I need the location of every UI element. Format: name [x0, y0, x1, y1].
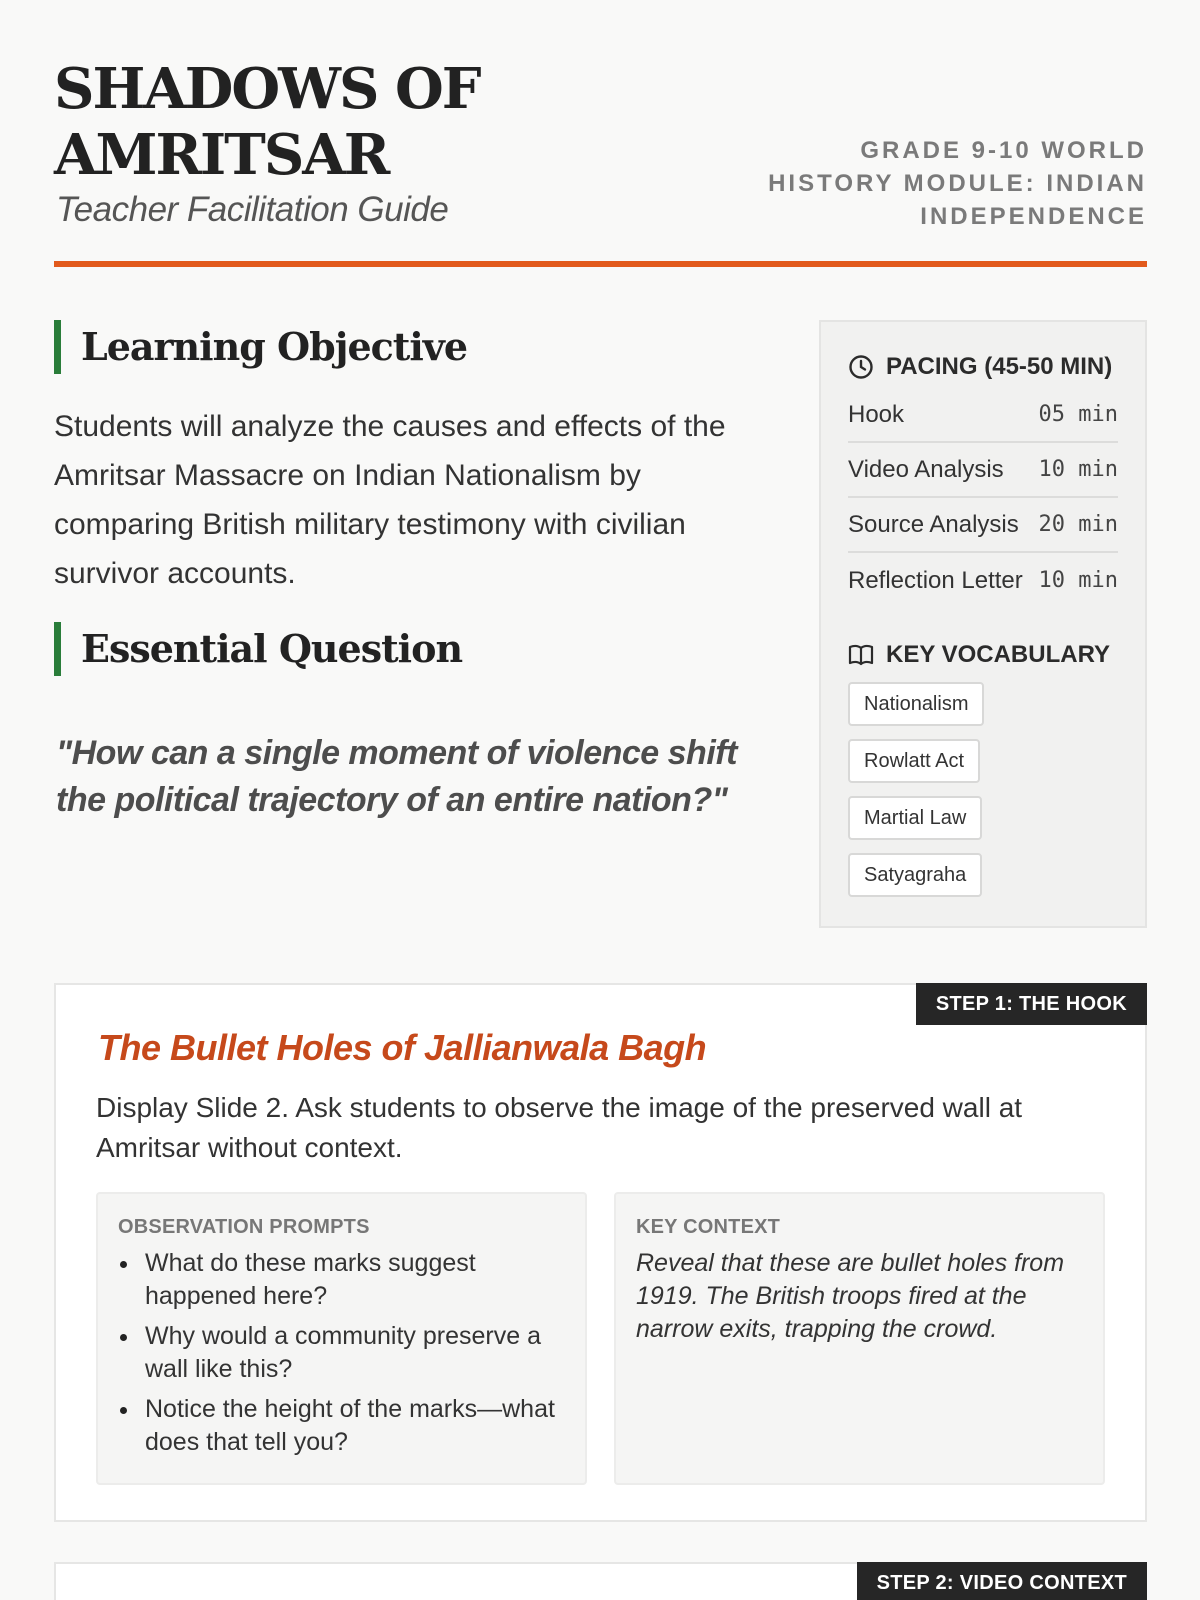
pacing-row [848, 553, 1118, 608]
step-description: Display Slide 2. Ask students to observe the image of the preserved wall at Amritsar without context. [96, 1092, 1023, 1163]
prompt-list [118, 1247, 565, 1459]
pacing-row [848, 443, 1118, 498]
pacing-vocab-sidebar [819, 320, 1147, 928]
key-context-heading: KEY CONTEXT [636, 1216, 781, 1238]
observation-prompts-heading: OBSERVATION PROMPTS [118, 1216, 370, 1238]
key-context-text: Reveal that these are bullet holes from 1919. The British troops fired at the narrow exits, trapping the crowd. [636, 1249, 1065, 1343]
pacing-heading-label: PACING (45-50 MIN) [886, 353, 1113, 380]
essential-question-heading: Essential Question [54, 622, 462, 676]
page-title: SHADOWS OF AMRITSAR [54, 56, 480, 188]
pacing-row [848, 498, 1118, 553]
vocabulary-heading-label: KEY VOCABULARY [886, 641, 1111, 668]
pacing-time: 10 min [1038, 457, 1118, 482]
vocab-tag: Satyagraha [848, 853, 982, 897]
pacing-label: Video Analysis [848, 455, 1004, 483]
grade-module-label: GRADE 9-10 WORLD HISTORY MODULE: INDIAN INDEPENDENCE [768, 137, 1147, 230]
clock-icon [848, 354, 874, 380]
step-1-card [54, 983, 1147, 1522]
step-badge: STEP 2: VIDEO CONTEXT [857, 1562, 1147, 1600]
step-title: The Bullet Holes of Jallianwala Bagh [98, 1027, 707, 1068]
key-context-box [614, 1192, 1105, 1485]
learning-objective-heading: Learning Objective [54, 320, 467, 374]
pacing-label: Hook [848, 400, 905, 428]
pacing-heading [848, 350, 1118, 384]
vocab-tag: Martial Law [848, 796, 982, 840]
pacing-time: 05 min [1038, 402, 1118, 427]
pacing-time: 10 min [1038, 568, 1118, 593]
pacing-time: 20 min [1038, 512, 1118, 537]
list-item: What do these marks suggest happened here? [118, 1247, 565, 1313]
guide-page [54, 0, 1147, 1594]
pacing-list [848, 388, 1118, 608]
pacing-label: Source Analysis [848, 510, 1019, 538]
pacing-row [848, 388, 1118, 443]
essential-question-text: "How can a single moment of violence shift the political trajectory of an entire nation?" [56, 734, 737, 819]
observation-prompts-box [96, 1192, 587, 1485]
vocabulary-heading [848, 638, 1118, 672]
pacing-label: Reflection Letter [848, 566, 1023, 594]
step-badge: STEP 1: THE HOOK [916, 983, 1147, 1025]
page-header [54, 0, 1147, 267]
list-item: Why would a community preserve a wall like this? [118, 1320, 565, 1386]
book-icon [848, 643, 874, 667]
learning-objective-text: Students will analyze the causes and effects of the Amritsar Massacre on Indian Nationalism by comparing British military testimony with civilian survivor accounts. [54, 410, 726, 590]
list-item: Notice the height of the marks—what does that tell you? [118, 1393, 565, 1459]
step-2-card [54, 1562, 1147, 1600]
vocab-tag: Nationalism [848, 682, 984, 726]
vocab-tag: Rowlatt Act [848, 739, 980, 783]
page-subtitle: Teacher Facilitation Guide [56, 190, 449, 229]
